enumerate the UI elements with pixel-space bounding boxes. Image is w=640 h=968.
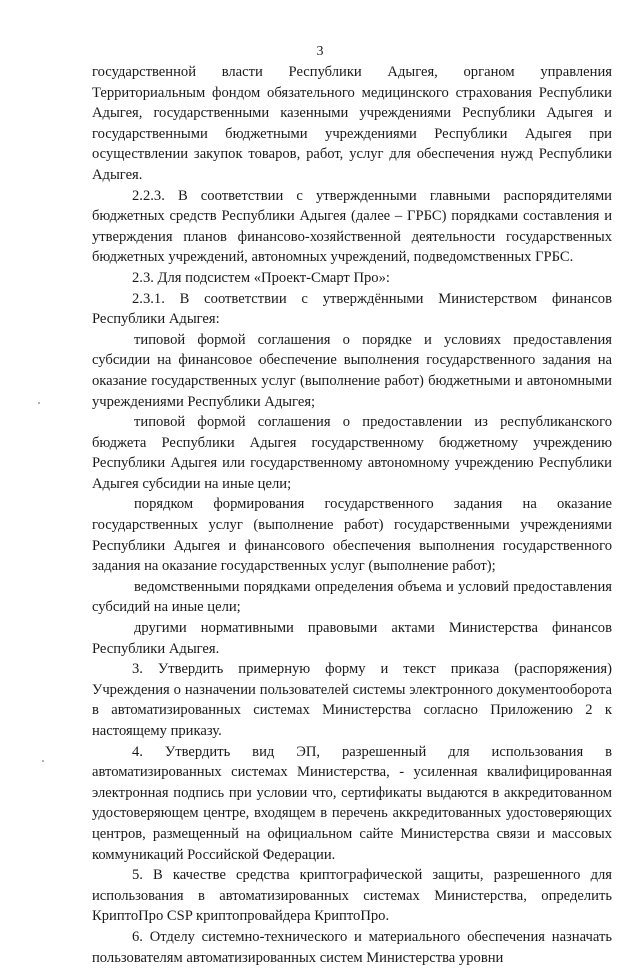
paragraph: 2.3.1. В соответствии с утверждёнными Министерством финансов Республики Адыгея: bbox=[92, 290, 612, 328]
paragraph: 5. В качестве средства криптографической защиты, разрешенного для использования в автоматизированных системах Министерства, определить КриптоПро CSP криптопровайдера КриптоПро. bbox=[92, 867, 612, 925]
paragraph: другими нормативными правовыми актами Министерства финансов Республики Адыгея. bbox=[92, 620, 612, 657]
paragraph: 3. Утвердить примерную форму и текст приказа (распоряжения) Учреждения о назначении пользователей системы электронного документооборота в автоматизированных системах Министерства согласно Приложению 2 к настоящему приказу. bbox=[92, 661, 612, 739]
paragraph: 6. Отделу системно-технического и материального обеспечения назначать пользователям автоматизированных систем Министерства уровни bbox=[92, 928, 612, 966]
page-number: 3 bbox=[316, 44, 324, 59]
paragraph: порядком формирования государственного задания на оказание государственных услуг (выполнение работ) государственными учреждениями Республики Адыгея и финансового обеспечения выполнения государственного задания на оказание государственных услуг (выполнение работ); bbox=[92, 496, 612, 575]
paragraph: типовой формой соглашения о предоставлении из республиканского бюджета Республики Адыгея государственному бюджетному учреждению Республики Адыгея или государственному автономному учреждению Республики Адыгея субсидии на иные цели; bbox=[92, 414, 612, 492]
paragraph: типовой формой соглашения о порядке и условиях предоставления субсидии на финансовое обеспечение выполнения государственного задания на оказание государственных услуг (выполнение работ) бюджетными и автономными учреждениями Республики Адыгея; bbox=[92, 331, 612, 410]
paragraph: ведомственными порядками определения объема и условий предоставления субсидий на иные цели; bbox=[92, 578, 612, 616]
paragraph: государственной власти Республики Адыгея, органом управления Территориальным фондом обязательного медицинского страхования Республики Адыгея, государственными казенными учреждениями Республики Адыгея и государственными бюджетными учреждениями Республики Адыгея при осуществлении закупок товаров, работ, услуг для обеспечения нужд Республики Адыгея. bbox=[92, 64, 612, 183]
scan-speck bbox=[38, 402, 40, 404]
paragraph: 4. Утвердить вид ЭП, разрешенный для использования в автоматизированных системах Министерства, - усиленная квалифицированная электронная подпись при условии что, сертификаты выдаются в аккредитованном удостоверяющем центре, входящем в перечень аккредитованных удостоверяющих центров, размещенный на официальном сайте Министерства связи и массовых коммуникаций Российской Федерации. bbox=[92, 743, 612, 863]
paragraph: 2.3. Для подсистем «Проект-Смарт Про»: bbox=[132, 269, 390, 286]
document-body bbox=[92, 62, 612, 968]
scan-speck bbox=[42, 760, 44, 762]
paragraph: 2.2.3. В соответствии с утвержденными главными распорядителями бюджетных средств Республики Адыгея (далее – ГРБС) порядками составления и утверждения планов финансово-хозяйственной деятельности государственных бюджетных учреждений, автономных учреждений, подведомственных ГРБС. bbox=[92, 187, 612, 266]
